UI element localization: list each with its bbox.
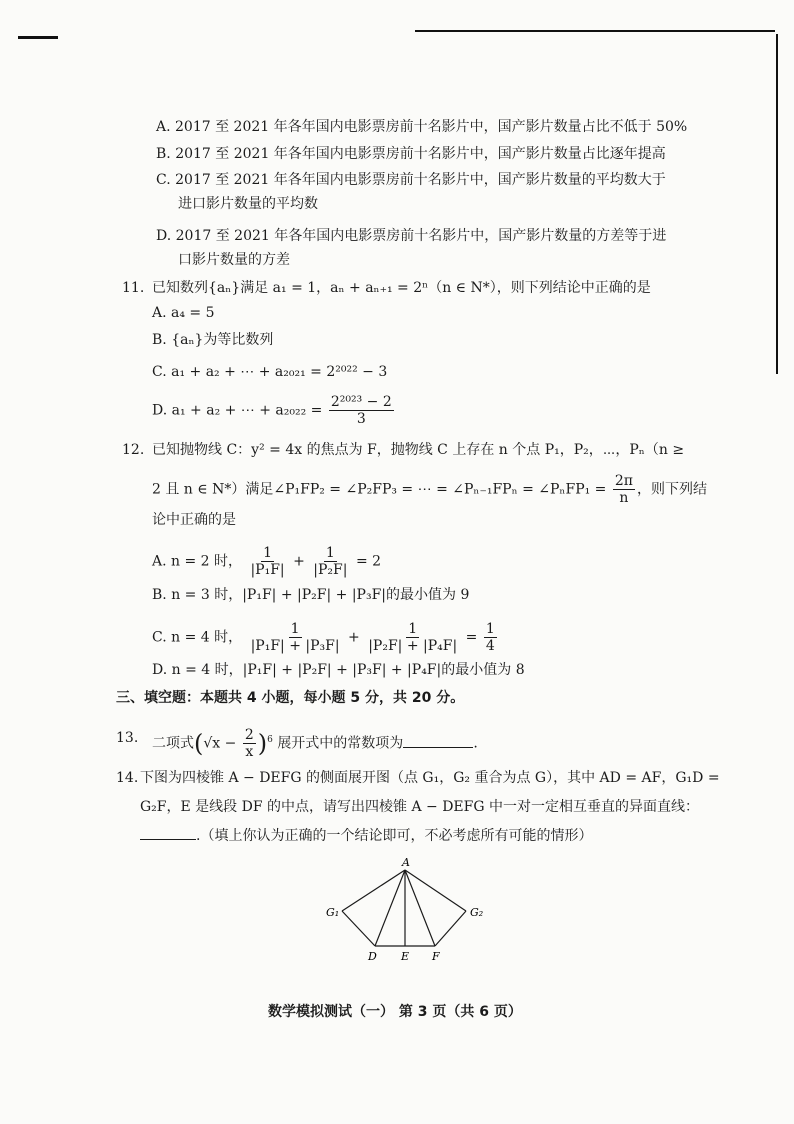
q14-line3: .（填上你认为正确的一个结论即可，不必考虑所有可能的情形） [140, 826, 592, 846]
q13-fraction: $\frac{2}{x}$ [244, 727, 254, 760]
q14-line2: G₂F，E 是线段 DF 的中点，请写出四棱锥 A − DEFG 中一对一定相互垂直的异面直线： [140, 799, 700, 815]
q14-line1: 下图为四棱锥 A − DEFG 的侧面展开图（点 G₁，G₂ 重合为点 G），其中 AD = AF，G₁D = [140, 770, 720, 786]
q11-stem: 已知数列{aₙ}满足 a₁ = 1，aₙ + aₙ₊₁ = 2ⁿ（n ∈ N*），则下列结论中正确的是 [152, 280, 651, 296]
q12-number: 12. [122, 442, 145, 458]
label-g1: G₁ [326, 906, 340, 919]
scan-mark-right-edge [776, 34, 778, 374]
q12-option-d: D. n = 4 时，|P₁F| + |P₂F| + |P₃F| + |P₄F|的最小值为 8 [152, 662, 525, 678]
q10-option-c: C. 2017 至 2021 年各年国内电影票房前十名影片中，国产影片数量的平均数大于 [156, 172, 666, 188]
q14-answer-blank[interactable] [140, 827, 196, 840]
q12-c-frac1: $\frac{1}{\text{|P₁F| + |P₃F|}}$ [250, 621, 340, 654]
edge-a-g2 [405, 870, 466, 911]
edge-a-f [405, 870, 435, 946]
q14-number: 14. [116, 770, 139, 786]
q10-option-b: B. 2017 至 2021 年各年国内电影票房前十名影片中，国产影片数量占比逐年提高 [156, 146, 666, 162]
edge-a-d [375, 870, 405, 946]
q13-number: 13. [116, 730, 139, 746]
q11-option-d: D. a₁ + a₂ + ⋯ + a₂₀₂₂ = $\frac{\text{2²⁰²³ − 2}}{3}$ [152, 394, 392, 427]
q11-option-c: C. a₁ + a₂ + ⋯ + a₂₀₂₁ = 2²⁰²² − 3 [152, 364, 388, 380]
edge-f-g2 [435, 911, 466, 946]
q11-option-b: B. {aₙ}为等比数列 [152, 332, 274, 348]
q12-c-frac3: $\frac{1}{4}$ [485, 621, 495, 654]
edge-a-g1 [342, 870, 405, 911]
q13-left-paren: ( [194, 729, 204, 758]
label-f: F [432, 950, 440, 963]
q13-stem: 二项式(√x − $\frac{2}{x}$ )$^6$ 展开式中的常数项为 . [152, 727, 478, 760]
label-g2: G₂ [470, 906, 484, 919]
scan-mark-top-right [415, 30, 775, 32]
q12-a-frac2: $\frac{1}{\text{|P₂F|}}$ [313, 545, 348, 578]
scan-mark-top-left [18, 36, 58, 39]
section-3-heading: 三、填空题：本题共 4 小题，每小题 5 分，共 20 分。 [116, 690, 465, 706]
q12-option-b: B. n = 3 时，|P₁F| + |P₂F| + |P₃F|的最小值为 9 [152, 587, 470, 603]
q12-stem-line2: 2 且 n ∈ N*）满足∠P₁FP₂ = ∠P₂FP₃ = ⋯ = ∠Pₙ₋₁FPₙ = ∠PₙFP₁ = $\frac{2\pi}{n}$ ，则下列结 [152, 473, 707, 506]
q12-stem-line3: 论中正确的是 [152, 512, 236, 528]
q12-option-c: C. n = 4 时， $\frac{1}{\text{|P₁F| + |P₃F|}}$ + $\frac{1}{\text{|P₂F| + |P₄F|}}$ = $\frac{1}{4}$ [152, 621, 495, 654]
label-d: D [368, 950, 377, 963]
q10-option-d-cont: 口影片数量的方差 [178, 252, 290, 268]
pyramid-net-figure [320, 856, 500, 966]
q11-d-fraction: $\frac{\text{2²⁰²³ − 2}}{3}$ [330, 394, 392, 427]
q10-option-a: A. 2017 至 2021 年各年国内电影票房前十名影片中，国产影片数量占比不低于 50% [156, 119, 688, 135]
label-e: E [401, 950, 410, 963]
q10-option-c-cont: 进口影片数量的平均数 [178, 196, 318, 212]
q11-number: 11. [122, 280, 145, 296]
edge-g1-d [342, 911, 375, 946]
q12-stem-line1: 已知抛物线 C：y² = 4x 的焦点为 F，抛物线 C 上存在 n 个点 P₁，P₂，⋯，Pₙ（n ≥ [152, 442, 685, 458]
q12-a-frac1: $\frac{1}{\text{|P₁F|}}$ [250, 545, 285, 578]
q12-option-a: A. n = 2 时， $\frac{1}{\text{|P₁F|}}$ + $\frac{1}{\text{|P₂F|}}$ = 2 [152, 545, 382, 578]
q12-angle-fraction: $\frac{2\pi}{n}$ [614, 473, 633, 506]
q13-answer-blank[interactable] [403, 735, 473, 748]
label-a: A [402, 856, 410, 869]
q10-option-d: D. 2017 至 2021 年各年国内电影票房前十名影片中，国产影片数量的方差等于进 [156, 228, 667, 244]
q12-c-frac2: $\frac{1}{\text{|P₂F| + |P₄F|}}$ [368, 621, 458, 654]
q13-right-paren: ) [257, 729, 268, 758]
q11-option-a: A. a₄ = 5 [152, 305, 215, 321]
page-footer: 数学模拟测试（一） 第 3 页（共 6 页） [268, 1004, 522, 1020]
